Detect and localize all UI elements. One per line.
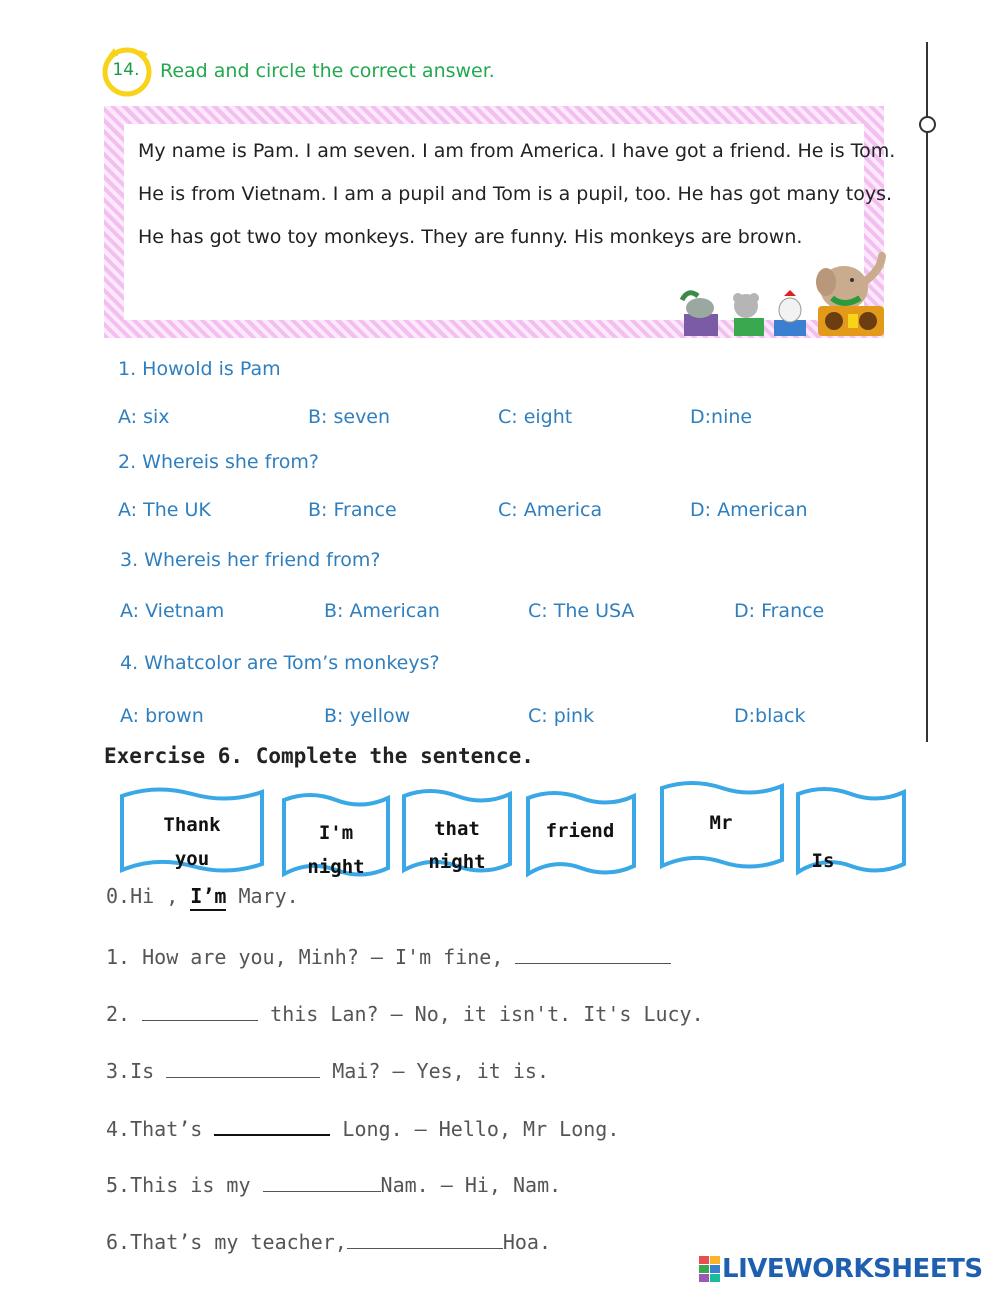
word-bank-item[interactable]: I'm: [318, 822, 354, 844]
word-bank-item-line2[interactable]: night: [307, 856, 365, 878]
sentence-2: [106, 998, 704, 1026]
brand-logo-text: LIVEWORKSHEETS: [722, 1254, 983, 1284]
word-bank-item[interactable]: Thank: [163, 814, 221, 836]
option-1a[interactable]: A: six: [118, 406, 170, 428]
option-1c[interactable]: C: eight: [498, 406, 573, 428]
option-3b[interactable]: B: American: [324, 600, 440, 622]
divider-handle: [919, 116, 936, 133]
sentence-1-before: 1. How are you, Minh? – I'm fine,: [106, 945, 516, 969]
option-4b[interactable]: B: yellow: [324, 705, 411, 727]
sentence-5: [106, 1169, 561, 1197]
sentence-2-before: 2.: [106, 1002, 143, 1026]
word-bank-item[interactable]: friend: [545, 820, 615, 842]
option-4d[interactable]: D:black: [734, 705, 806, 727]
option-2a[interactable]: A: The UK: [118, 499, 211, 521]
sentence-4-before: 4.That’s: [106, 1117, 215, 1141]
sentence-3: [106, 1055, 549, 1083]
reading-passage: [138, 132, 926, 272]
page-divider-line: [926, 42, 928, 742]
sentence-3-before: 3.Is: [106, 1059, 167, 1083]
sentence-1: [106, 941, 671, 969]
word-bank-item[interactable]: Is: [811, 850, 835, 872]
sentence-4-after: Long. – Hello, Mr Long.: [330, 1117, 620, 1141]
sentence-4: [106, 1112, 619, 1141]
answer-blank-1[interactable]: [515, 941, 671, 964]
section-title: Read and circle the correct answer.: [160, 60, 495, 82]
answer-blank-2[interactable]: [142, 998, 258, 1021]
example-before: 0.Hi ,: [106, 884, 191, 908]
option-2d[interactable]: D: American: [690, 499, 808, 521]
option-3c[interactable]: C: The USA: [528, 600, 635, 622]
word-bank-item-line2[interactable]: you: [174, 848, 210, 870]
question-3: 3. Whereis her friend from?: [120, 549, 381, 571]
sentence-5-before: 5.This is my: [106, 1173, 263, 1197]
word-bank-item[interactable]: Mr: [709, 812, 733, 834]
option-2c[interactable]: C: America: [498, 499, 603, 521]
exercise-title: Exercise 6. Complete the sentence.: [104, 744, 534, 768]
question-1: 1. Howold is Pam: [118, 358, 281, 380]
toys-illustration-icon: [676, 252, 892, 344]
option-3a[interactable]: A: Vietnam: [120, 600, 225, 622]
sentence-6-after: Hoa.: [502, 1230, 551, 1254]
option-1b[interactable]: B: seven: [308, 406, 391, 428]
passage-line: He is from Vietnam. I am a pupil and Tom is a pupil, too. He has got many toys.: [138, 183, 893, 205]
question-4: 4. Whatcolor are Tom’s monkeys?: [120, 652, 440, 674]
option-4c[interactable]: C: pink: [528, 705, 595, 727]
liveworksheets-logo-icon: [699, 1256, 721, 1282]
sentence-5-after: Nam. – Hi, Nam.: [380, 1173, 562, 1197]
answer-blank-5[interactable]: [263, 1169, 381, 1192]
option-1d[interactable]: D:nine: [690, 406, 753, 428]
option-4a[interactable]: A: brown: [120, 705, 204, 727]
example-after: Mary.: [226, 884, 299, 908]
question-2: 2. Whereis she from?: [118, 451, 319, 473]
word-bank-item[interactable]: that: [434, 818, 480, 840]
sentence-3-after: Mai? – Yes, it is.: [320, 1059, 549, 1083]
example-sentence: [106, 884, 299, 908]
answer-blank-4[interactable]: [214, 1112, 330, 1136]
section-number: 14.: [112, 60, 140, 80]
answer-blank-6[interactable]: [347, 1226, 503, 1249]
sentence-6: [106, 1226, 551, 1254]
passage-line: My name is Pam. I am seven. I am from America. I have got a friend. He is Tom.: [138, 140, 896, 162]
word-bank-item-line2[interactable]: night: [428, 851, 486, 873]
option-2b[interactable]: B: France: [308, 499, 397, 521]
option-3d[interactable]: D: France: [734, 600, 825, 622]
answer-blank-3[interactable]: [166, 1055, 320, 1078]
sentence-2-after: this Lan? – No, it isn't. It's Lucy.: [258, 1002, 704, 1026]
sentence-6-before: 6.That’s my teacher,: [106, 1230, 347, 1254]
passage-line: He has got two toy monkeys. They are funny. His monkeys are brown.: [138, 226, 803, 248]
example-answer: I’m: [190, 884, 226, 911]
